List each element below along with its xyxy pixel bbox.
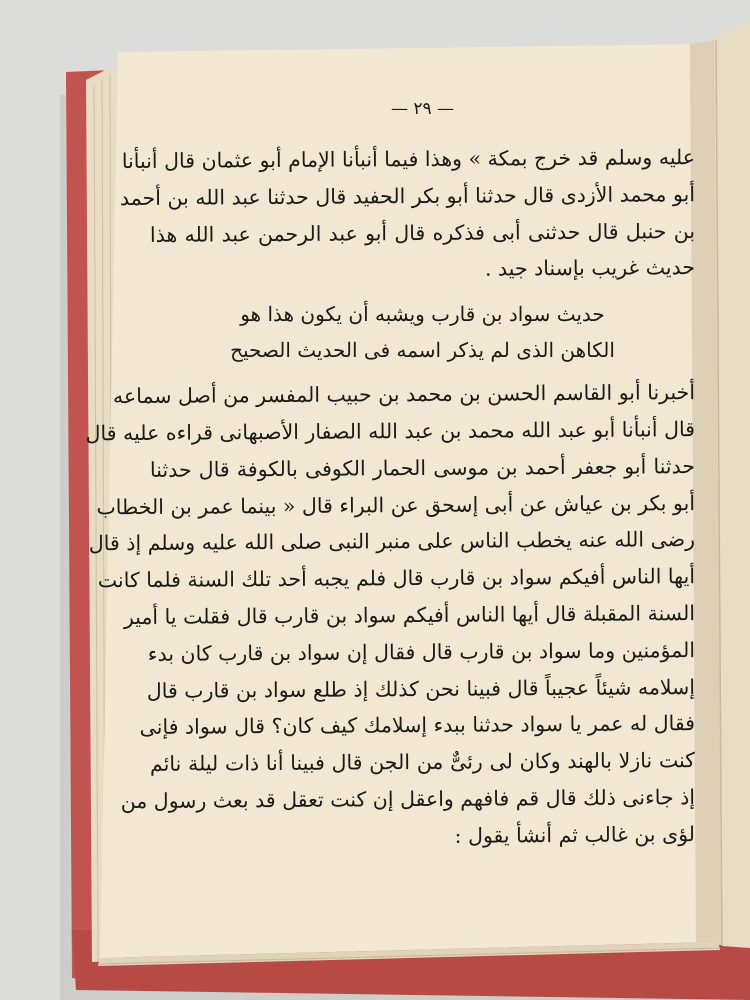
text-line: أبو بكر بن عياش عن أبى إسحق عن البراء قال « بينما عمر بن الخطاب: [96, 490, 696, 519]
text-line: فقال له عمر يا سواد حدثنا ببدء إسلامك كيف كان؟ قال سواد فإنى: [139, 711, 696, 740]
text-line: أيها الناس أفيكم سواد بن قارب قال فلم يجبه أحد تلك السنة فلما كانت: [97, 564, 696, 593]
text-line: لؤى بن غالب ثم أنشأ يقول :: [454, 821, 696, 848]
text-line: قال أنبأنا أبو عبد الله محمد بن عبد الله الصفار الأصبهانى قراءه عليه قال: [85, 417, 696, 446]
text-line: حديث غريب بإسناد جيد .: [484, 255, 696, 281]
text-line: عليه وسلم قد خرج بمكة » وهذا فيما أنبأنا الإمام أبو عثمان قال أنبأنا: [121, 145, 696, 174]
text-line: إسلامه شيئاً عجيباً قال فبينا نحن كذلك إذ طلع سواد بن قارب قال: [146, 674, 696, 703]
text-line: رضى الله عنه يخطب الناس على منبر النبى صلى الله عليه وسلم إذ قال: [88, 527, 696, 556]
text-line: حدثنا أبو جعفر أحمد بن موسى الحمار الكوفى بالكوفة قال حدثنا: [149, 453, 696, 482]
text-line: المؤمنين وما سواد بن قارب قال فقال إن سواد بن قارب كان بدء: [147, 637, 696, 666]
section-heading: [150, 296, 695, 368]
text-line: كنت نازلا بالهند وكان لى رئىٌّ من الجن قال فبينا أنا ذات ليلة نائم: [149, 748, 696, 777]
text-line: بن حنبل قال حدثنى أبى فذكره قال أبو عبد الرحمن عبد الله هذا: [149, 218, 696, 247]
text-line: أخبرنا أبو القاسم الحسن بن محمد بن حبيب المفسر من أصل سماعه: [112, 380, 696, 409]
paragraph-1: [119, 141, 696, 288]
heading-line: حديث سواد بن قارب ويشبه أن يكون هذا هو: [240, 302, 605, 327]
page-text: [85, 95, 696, 895]
heading-line: الكاهن الذى لم يذكر اسمه فى الحديث الصحيح: [230, 338, 615, 363]
page-number: — ٢٩ —: [390, 99, 455, 119]
text-line: إذ جاءنى ذلك قال قم فافهم واعقل إن كنت تعقل قد بعث رسول من: [120, 785, 696, 814]
paragraph-2: [85, 376, 696, 854]
text-line: أبو محمد الأزدى قال حدثنا أبو بكر الحفيد قال حدثنا عبد الله بن أحمد: [119, 181, 696, 210]
text-line: السنة المقبلة قال أيها الناس أفيكم سواد بن قارب قال فقلت يا أمير: [123, 601, 696, 630]
